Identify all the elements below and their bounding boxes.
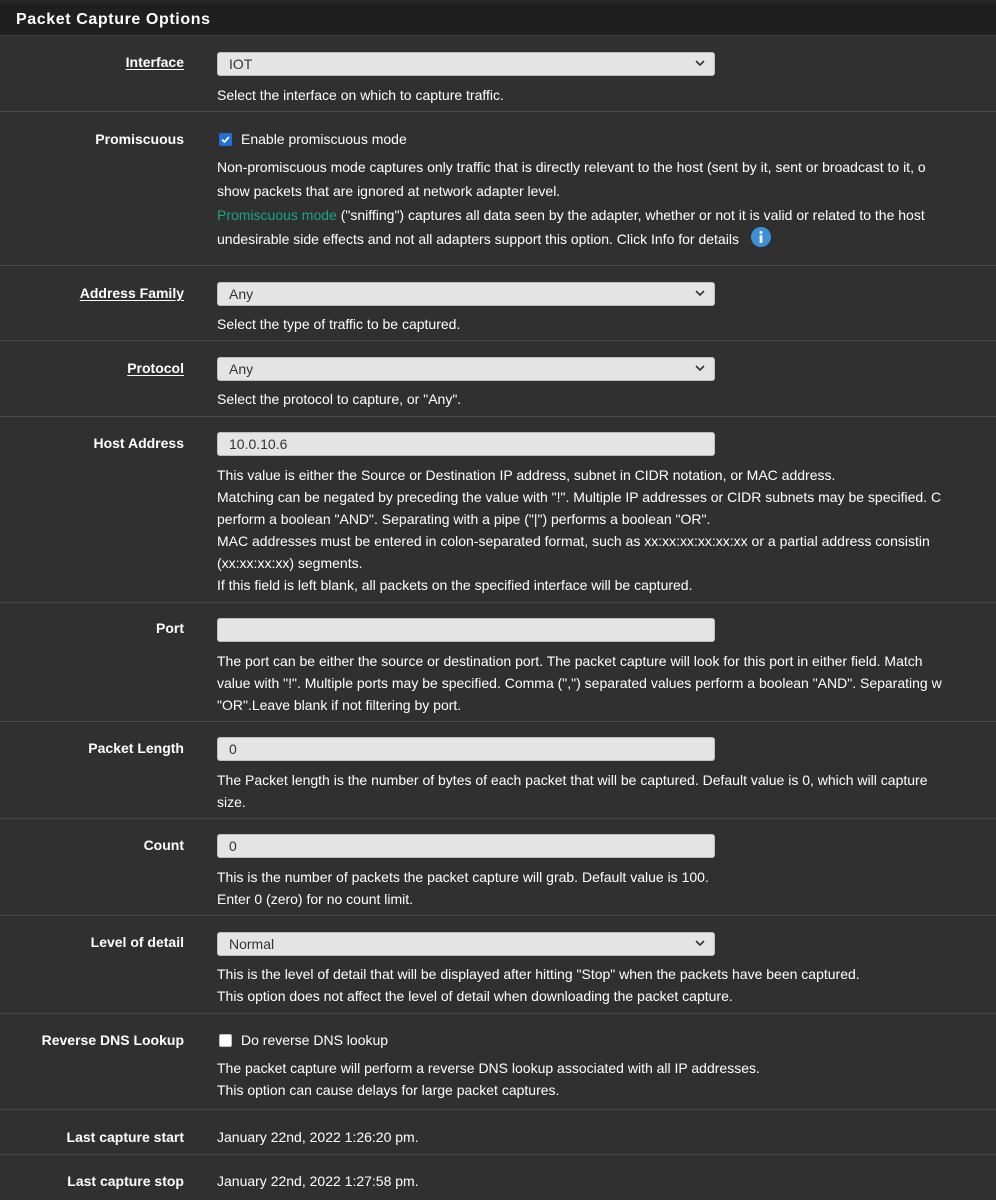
level-of-detail-select[interactable]: [217, 932, 715, 956]
promiscuous-checkbox[interactable]: [219, 133, 232, 146]
packet-length-value: 0: [229, 741, 237, 757]
interface-select-value: IOT: [229, 56, 253, 72]
address-family-select[interactable]: [217, 282, 715, 306]
chevron-down-icon: [694, 287, 706, 299]
promiscuous-help: Non-promiscuous mode captures only traffic that is directly relevant to the host (sent by it, sent or broadcast to it, o show packets that are ignored at network adapter level. Promiscuous mode ("sniffing") captures all data seen by the adapter, whether or not it is valid or related to the host undesirable side effects and not all adapters support this option. Click Info for details: [217, 159, 926, 247]
protocol-label[interactable]: Protocol: [127, 360, 184, 376]
count-label: Count: [143, 837, 184, 853]
row-level-of-detail: [0, 915, 996, 1013]
host-address-label: Host Address: [93, 435, 184, 451]
count-value: 0: [229, 838, 237, 854]
promiscuous-checkbox-label[interactable]: Enable promiscuous mode: [241, 131, 407, 147]
row-port: [0, 602, 996, 721]
panel-header: [0, 4, 996, 36]
row-promiscuous: [0, 111, 996, 265]
reverse-dns-checkbox[interactable]: [219, 1034, 232, 1047]
port-input[interactable]: [217, 618, 715, 642]
row-reverse-dns: [0, 1013, 996, 1109]
level-of-detail-help: This is the level of detail that will be displayed after hitting "Stop" when the packets have been captured. This option does not affect the level of detail when downloading the packet capture.: [217, 966, 860, 1004]
promiscuous-mode-link[interactable]: Promiscuous mode: [217, 207, 337, 223]
address-family-select-value: Any: [229, 286, 254, 302]
reverse-dns-label: Reverse DNS Lookup: [41, 1032, 184, 1048]
interface-help: Select the interface on which to capture traffic.: [217, 87, 504, 103]
protocol-select-value: Any: [229, 361, 254, 377]
row-last-capture-stop: [0, 1154, 996, 1200]
row-address-family: [0, 265, 996, 340]
count-input[interactable]: [217, 834, 715, 858]
reverse-dns-checkbox-label[interactable]: Do reverse DNS lookup: [241, 1032, 389, 1048]
row-count: [0, 818, 996, 915]
protocol-select[interactable]: [217, 357, 715, 381]
port-help: The port can be either the source or destination port. The packet capture will look for this port in either field. Match value with "!". Multiple ports may be specified. Comma (",") separated values perform a boolean "AND". Separating w "OR".Leave blank if not filtering by port.: [217, 653, 942, 713]
chevron-down-icon: [694, 57, 706, 69]
info-circle-icon[interactable]: [751, 227, 771, 247]
row-protocol: [0, 340, 996, 416]
panel-title: Packet Capture Options: [16, 11, 211, 28]
last-capture-start-value: January 22nd, 2022 1:26:20 pm.: [217, 1129, 419, 1145]
count-help: This is the number of packets the packet capture will grab. Default value is 100. Enter 0 (zero) for no count limit.: [217, 869, 709, 907]
last-capture-stop-label: Last capture stop: [67, 1173, 184, 1189]
level-of-detail-select-value: Normal: [229, 936, 275, 952]
address-family-label[interactable]: Address Family: [79, 285, 184, 301]
last-capture-stop-value: January 22nd, 2022 1:27:58 pm.: [217, 1173, 419, 1189]
chevron-down-icon: [694, 937, 706, 949]
packet-length-help: The Packet length is the number of bytes of each packet that will be captured. Default value is 0, which will capture size.: [217, 772, 928, 810]
chevron-down-icon: [694, 362, 706, 374]
checkmark-icon: [220, 134, 231, 145]
last-capture-start-label: Last capture start: [66, 1129, 184, 1145]
packet-length-label: Packet Length: [88, 740, 184, 756]
level-of-detail-label: Level of detail: [90, 934, 184, 950]
row-packet-length: [0, 721, 996, 818]
promiscuous-label: Promiscuous: [95, 131, 184, 147]
interface-label[interactable]: Interface: [125, 54, 184, 70]
row-interface: [0, 36, 996, 111]
host-address-input[interactable]: [217, 432, 715, 456]
address-family-help: Select the type of traffic to be captured.: [217, 316, 461, 332]
port-label: Port: [156, 620, 184, 636]
packet-length-input[interactable]: [217, 737, 715, 761]
host-address-value: 10.0.10.6: [229, 436, 288, 452]
protocol-help: Select the protocol to capture, or "Any".: [217, 391, 462, 407]
host-address-help: This value is either the Source or Destination IP address, subnet in CIDR notation, or MAC address. Matching can be negated by preceding the value with "!". Multiple IP addresses or CIDR subnets may be specified. C perform a boolean "AND". Separating with a pipe ("|") performs a boolean "OR". MAC addresses must be entered in colon-separated format, such as xx:xx:xx:xx:xx:xx or a partial address consistin (xx:xx:xx:xx) segments. If this field is left blank, all packets on the specified interface will be captured.: [217, 467, 942, 593]
reverse-dns-help: The packet capture will perform a reverse DNS lookup associated with all IP addresses. This option can cause delays for large packet captures.: [217, 1060, 760, 1098]
row-last-capture-start: [0, 1109, 996, 1154]
interface-select[interactable]: [217, 52, 715, 76]
row-host-address: [0, 416, 996, 602]
